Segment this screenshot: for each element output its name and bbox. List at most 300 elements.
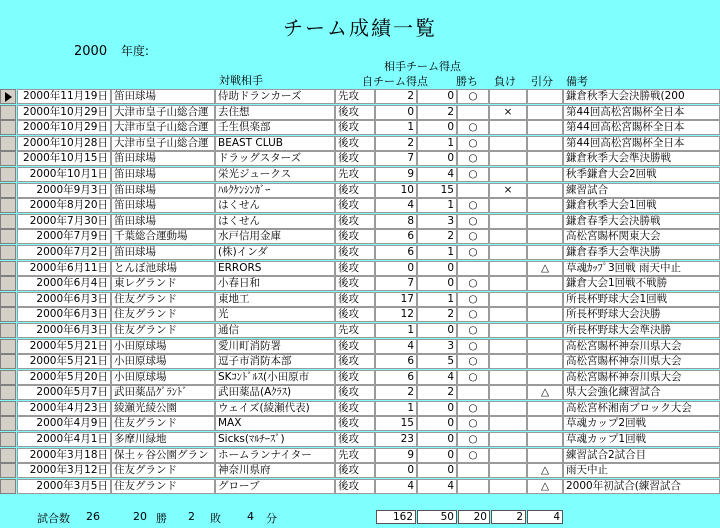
date-cell[interactable]: 2000年10月15日 [17, 151, 111, 166]
batting-order-cell[interactable]: 後攻 [335, 214, 375, 229]
date-cell[interactable]: 2000年4月9日 [17, 416, 111, 431]
win-cell[interactable]: ○ [457, 245, 489, 260]
draw-cell[interactable] [527, 401, 563, 416]
win-cell[interactable]: ○ [457, 401, 489, 416]
note-cell[interactable]: 第44回高松宮賜杯全日本 [563, 120, 720, 135]
table-row[interactable] [0, 276, 720, 292]
note-cell[interactable]: 鎌倉秋季大会決勝戦(200 [563, 89, 720, 104]
note-cell[interactable]: 草魂カップ1回戦 [563, 432, 720, 447]
opponent-cell[interactable]: 通信 [215, 323, 335, 338]
own-score-cell[interactable]: 4 [375, 479, 417, 494]
table-row[interactable] [0, 198, 720, 214]
table-row[interactable] [0, 479, 720, 495]
draw-cell[interactable] [527, 89, 563, 104]
batting-order-cell[interactable]: 先攻 [335, 448, 375, 463]
opp-score-cell[interactable]: 3 [417, 339, 457, 354]
batting-order-cell[interactable]: 後攻 [335, 105, 375, 120]
venue-cell[interactable]: 綾瀬光綾公園 [111, 401, 215, 416]
draw-cell[interactable] [527, 105, 563, 120]
date-cell[interactable]: 2000年4月23日 [17, 401, 111, 416]
draw-cell[interactable] [527, 245, 563, 260]
table-row[interactable] [0, 183, 720, 199]
note-cell[interactable]: 雨天中止 [563, 463, 720, 478]
win-cell[interactable] [457, 261, 489, 276]
batting-order-cell[interactable]: 後攻 [335, 416, 375, 431]
opponent-cell[interactable]: はくせん [215, 198, 335, 213]
batting-order-cell[interactable]: 後攻 [335, 385, 375, 400]
batting-order-cell[interactable]: 後攻 [335, 276, 375, 291]
note-cell[interactable]: 第44回高松宮賜杯全日本 [563, 136, 720, 151]
note-cell[interactable]: 練習試合 [563, 183, 720, 198]
loss-cell[interactable] [489, 432, 527, 447]
note-cell[interactable]: 草魂カップ2回戦 [563, 416, 720, 431]
date-cell[interactable]: 2000年9月3日 [17, 183, 111, 198]
win-cell[interactable]: ○ [457, 136, 489, 151]
opp-score-cell[interactable]: 3 [417, 214, 457, 229]
own-score-cell[interactable]: 6 [375, 370, 417, 385]
table-row[interactable] [0, 307, 720, 323]
record-selector[interactable] [0, 385, 16, 400]
batting-order-cell[interactable]: 後攻 [335, 136, 375, 151]
batting-order-cell[interactable]: 後攻 [335, 463, 375, 478]
win-cell[interactable]: ○ [457, 354, 489, 369]
opp-score-cell[interactable]: 2 [417, 229, 457, 244]
date-cell[interactable]: 2000年5月21日 [17, 354, 111, 369]
table-row[interactable] [0, 354, 720, 370]
table-row[interactable] [0, 448, 720, 464]
loss-cell[interactable] [489, 89, 527, 104]
loss-cell[interactable] [489, 370, 527, 385]
loss-cell[interactable] [489, 354, 527, 369]
record-selector[interactable] [0, 183, 16, 198]
table-row[interactable] [0, 401, 720, 417]
loss-cell[interactable] [489, 479, 527, 494]
venue-cell[interactable]: とんぼ池球場 [111, 261, 215, 276]
table-row[interactable] [0, 151, 720, 167]
opponent-cell[interactable]: MAX [215, 416, 335, 431]
record-selector[interactable] [0, 370, 16, 385]
win-cell[interactable]: ○ [457, 167, 489, 182]
own-score-cell[interactable]: 23 [375, 432, 417, 447]
venue-cell[interactable]: 小田原球場 [111, 370, 215, 385]
table-row[interactable] [0, 245, 720, 261]
table-row[interactable] [0, 214, 720, 230]
loss-cell[interactable]: × [489, 105, 527, 120]
win-cell[interactable] [457, 463, 489, 478]
note-cell[interactable]: 鎌倉秋季大会準決勝戦 [563, 151, 720, 166]
draw-cell[interactable] [527, 307, 563, 322]
opponent-cell[interactable]: 光 [215, 307, 335, 322]
own-score-cell[interactable]: 1 [375, 120, 417, 135]
record-selector[interactable] [0, 229, 16, 244]
draw-cell[interactable] [527, 151, 563, 166]
opp-score-cell[interactable]: 0 [417, 448, 457, 463]
note-cell[interactable]: 秋季鎌倉大会2回戦 [563, 167, 720, 182]
note-cell[interactable]: 高松宮杯湘南ブロック大会 [563, 401, 720, 416]
own-score-cell[interactable]: 9 [375, 167, 417, 182]
record-selector[interactable] [0, 479, 16, 494]
loss-cell[interactable] [489, 401, 527, 416]
venue-cell[interactable]: 笛田球場 [111, 89, 215, 104]
loss-cell[interactable] [489, 323, 527, 338]
opp-score-cell[interactable]: 0 [417, 276, 457, 291]
note-cell[interactable]: 草魂ｶｯﾌﾟ3回戦 雨天中止 [563, 261, 720, 276]
opp-score-cell[interactable]: 0 [417, 401, 457, 416]
opp-score-cell[interactable]: 1 [417, 245, 457, 260]
table-row[interactable] [0, 89, 720, 105]
venue-cell[interactable]: 住友グランド [111, 416, 215, 431]
venue-cell[interactable]: 住友グランド [111, 292, 215, 307]
win-cell[interactable]: ○ [457, 307, 489, 322]
venue-cell[interactable]: 笛田球場 [111, 245, 215, 260]
note-cell[interactable]: 高松宮賜杯神奈川県大会 [563, 354, 720, 369]
opponent-cell[interactable]: 小春日和 [215, 276, 335, 291]
loss-cell[interactable] [489, 292, 527, 307]
record-selector[interactable] [0, 198, 16, 213]
opponent-cell[interactable]: (株)インダ [215, 245, 335, 260]
date-cell[interactable]: 2000年10月29日 [17, 120, 111, 135]
table-row[interactable] [0, 120, 720, 136]
venue-cell[interactable]: 東レグランド [111, 276, 215, 291]
own-score-cell[interactable]: 0 [375, 463, 417, 478]
win-cell[interactable]: ○ [457, 229, 489, 244]
venue-cell[interactable]: 小田原球場 [111, 354, 215, 369]
own-score-cell[interactable]: 9 [375, 448, 417, 463]
date-cell[interactable]: 2000年5月20日 [17, 370, 111, 385]
opponent-cell[interactable]: SKｺﾝﾄﾞﾙｽ(小田原市 [215, 370, 335, 385]
own-score-cell[interactable]: 15 [375, 416, 417, 431]
loss-cell[interactable] [489, 245, 527, 260]
record-selector[interactable] [0, 120, 16, 135]
opponent-cell[interactable]: BEAST CLUB [215, 136, 335, 151]
loss-cell[interactable] [489, 261, 527, 276]
date-cell[interactable]: 2000年6月11日 [17, 261, 111, 276]
draw-cell[interactable]: △ [527, 479, 563, 494]
note-cell[interactable]: 高松宮賜杯神奈川県大会 [563, 370, 720, 385]
win-cell[interactable] [457, 479, 489, 494]
opp-score-cell[interactable]: 0 [417, 151, 457, 166]
record-selector[interactable] [0, 307, 16, 322]
note-cell[interactable]: 第44回高松宮賜杯全日本 [563, 105, 720, 120]
date-cell[interactable]: 2000年4月1日 [17, 432, 111, 447]
table-row[interactable] [0, 339, 720, 355]
opp-score-cell[interactable]: 2 [417, 307, 457, 322]
draw-cell[interactable] [527, 416, 563, 431]
opponent-cell[interactable]: はくせん [215, 214, 335, 229]
draw-cell[interactable] [527, 323, 563, 338]
table-row[interactable] [0, 167, 720, 183]
win-cell[interactable]: ○ [457, 214, 489, 229]
opponent-cell[interactable]: 武田薬品(Aｸﾗｽ) [215, 385, 335, 400]
date-cell[interactable]: 2000年5月7日 [17, 385, 111, 400]
own-score-cell[interactable]: 7 [375, 276, 417, 291]
own-score-cell[interactable]: 6 [375, 229, 417, 244]
draw-cell[interactable]: △ [527, 385, 563, 400]
venue-cell[interactable]: 住友グランド [111, 323, 215, 338]
batting-order-cell[interactable]: 後攻 [335, 354, 375, 369]
date-cell[interactable]: 2000年10月29日 [17, 105, 111, 120]
note-cell[interactable]: 高松宮賜杯関東大会 [563, 229, 720, 244]
record-selector[interactable] [0, 245, 16, 260]
venue-cell[interactable]: 笛田球場 [111, 167, 215, 182]
loss-cell[interactable] [489, 214, 527, 229]
own-score-cell[interactable]: 10 [375, 183, 417, 198]
draw-cell[interactable] [527, 229, 563, 244]
opponent-cell[interactable]: 去住想 [215, 105, 335, 120]
own-score-cell[interactable]: 4 [375, 339, 417, 354]
note-cell[interactable]: 鎌倉大会1回戦不戦勝 [563, 276, 720, 291]
win-cell[interactable]: ○ [457, 120, 489, 135]
win-cell[interactable]: ○ [457, 339, 489, 354]
record-selector[interactable] [0, 432, 16, 447]
opponent-cell[interactable]: 東地工 [215, 292, 335, 307]
venue-cell[interactable]: 笛田球場 [111, 214, 215, 229]
opponent-cell[interactable]: ERRORS [215, 261, 335, 276]
table-row[interactable] [0, 416, 720, 432]
win-cell[interactable]: ○ [457, 448, 489, 463]
date-cell[interactable]: 2000年7月30日 [17, 214, 111, 229]
opp-score-cell[interactable]: 4 [417, 370, 457, 385]
record-selector[interactable] [0, 401, 16, 416]
opponent-cell[interactable]: 壬生倶楽部 [215, 120, 335, 135]
record-selector[interactable] [0, 261, 16, 276]
opponent-cell[interactable]: ホームランナイター [215, 448, 335, 463]
batting-order-cell[interactable]: 先攻 [335, 323, 375, 338]
venue-cell[interactable]: 小田原球場 [111, 339, 215, 354]
date-cell[interactable]: 2000年5月21日 [17, 339, 111, 354]
table-row[interactable] [0, 292, 720, 308]
record-selector[interactable] [0, 323, 16, 338]
own-score-cell[interactable]: 2 [375, 136, 417, 151]
win-cell[interactable]: ○ [457, 370, 489, 385]
date-cell[interactable]: 2000年6月3日 [17, 323, 111, 338]
record-selector[interactable] [0, 339, 16, 354]
own-score-cell[interactable]: 0 [375, 261, 417, 276]
loss-cell[interactable] [489, 198, 527, 213]
date-cell[interactable]: 2000年6月3日 [17, 307, 111, 322]
opp-score-cell[interactable]: 5 [417, 354, 457, 369]
batting-order-cell[interactable]: 先攻 [335, 89, 375, 104]
draw-cell[interactable] [527, 198, 563, 213]
table-row[interactable] [0, 229, 720, 245]
loss-cell[interactable] [489, 151, 527, 166]
date-cell[interactable]: 2000年8月20日 [17, 198, 111, 213]
win-cell[interactable]: ○ [457, 89, 489, 104]
table-row[interactable] [0, 370, 720, 386]
record-selector[interactable] [0, 167, 16, 182]
record-selector[interactable] [0, 292, 16, 307]
win-cell[interactable] [457, 105, 489, 120]
loss-cell[interactable] [489, 339, 527, 354]
draw-cell[interactable]: △ [527, 463, 563, 478]
opp-score-cell[interactable]: 4 [417, 479, 457, 494]
batting-order-cell[interactable]: 後攻 [335, 183, 375, 198]
note-cell[interactable]: 鎌倉春季大会準決勝 [563, 245, 720, 260]
venue-cell[interactable]: 大津市皇子山総合運 [111, 120, 215, 135]
win-cell[interactable]: ○ [457, 323, 489, 338]
batting-order-cell[interactable]: 後攻 [335, 229, 375, 244]
batting-order-cell[interactable]: 後攻 [335, 479, 375, 494]
batting-order-cell[interactable]: 後攻 [335, 261, 375, 276]
date-cell[interactable]: 2000年7月9日 [17, 229, 111, 244]
win-cell[interactable] [457, 385, 489, 400]
opponent-cell[interactable]: 侍助ドランカーズ [215, 89, 335, 104]
loss-cell[interactable] [489, 229, 527, 244]
note-cell[interactable]: 鎌倉秋季大会1回戦 [563, 198, 720, 213]
own-score-cell[interactable]: 17 [375, 292, 417, 307]
date-cell[interactable]: 2000年3月12日 [17, 463, 111, 478]
venue-cell[interactable]: 住友グランド [111, 463, 215, 478]
own-score-cell[interactable]: 1 [375, 401, 417, 416]
loss-cell[interactable] [489, 136, 527, 151]
note-cell[interactable]: 県大会強化練習試合 [563, 385, 720, 400]
venue-cell[interactable]: 武田薬品ｸﾞﾗﾝﾄﾞ [111, 385, 215, 400]
own-score-cell[interactable]: 12 [375, 307, 417, 322]
note-cell[interactable]: 所長杯野球大会決勝 [563, 307, 720, 322]
record-selector[interactable] [0, 448, 16, 463]
record-selector[interactable] [0, 214, 16, 229]
opp-score-cell[interactable]: 1 [417, 136, 457, 151]
opp-score-cell[interactable]: 0 [417, 463, 457, 478]
record-selector[interactable] [0, 151, 16, 166]
batting-order-cell[interactable]: 後攻 [335, 245, 375, 260]
table-row[interactable] [0, 323, 720, 339]
win-cell[interactable]: ○ [457, 276, 489, 291]
date-cell[interactable]: 2000年6月4日 [17, 276, 111, 291]
draw-cell[interactable] [527, 354, 563, 369]
opp-score-cell[interactable]: 0 [417, 89, 457, 104]
opp-score-cell[interactable]: 2 [417, 105, 457, 120]
opp-score-cell[interactable]: 1 [417, 198, 457, 213]
batting-order-cell[interactable]: 後攻 [335, 198, 375, 213]
batting-order-cell[interactable]: 後攻 [335, 292, 375, 307]
win-cell[interactable]: ○ [457, 151, 489, 166]
opponent-cell[interactable]: 神奈川県府 [215, 463, 335, 478]
opponent-cell[interactable]: グローブ [215, 479, 335, 494]
table-row[interactable] [0, 136, 720, 152]
opponent-cell[interactable]: ドラッグスターズ [215, 151, 335, 166]
opponent-cell[interactable]: Sicks(ﾏﾙﾁｰｽﾞ) [215, 432, 335, 447]
opponent-cell[interactable]: ﾊﾙｸｹﾝｼﾝｶﾞｰ [215, 183, 335, 198]
record-selector[interactable] [0, 276, 16, 291]
opponent-cell[interactable]: 栄光ジュークス [215, 167, 335, 182]
own-score-cell[interactable]: 0 [375, 105, 417, 120]
record-selector[interactable] [0, 416, 16, 431]
draw-cell[interactable] [527, 167, 563, 182]
own-score-cell[interactable]: 2 [375, 89, 417, 104]
win-cell[interactable]: ○ [457, 432, 489, 447]
record-selector[interactable] [0, 105, 16, 120]
date-cell[interactable]: 2000年3月5日 [17, 479, 111, 494]
venue-cell[interactable]: 笛田球場 [111, 198, 215, 213]
draw-cell[interactable] [527, 370, 563, 385]
opp-score-cell[interactable]: 4 [417, 167, 457, 182]
note-cell[interactable]: 練習試合2試合目 [563, 448, 720, 463]
note-cell[interactable]: 2000年初試合(練習試合 [563, 479, 720, 494]
opp-score-cell[interactable]: 0 [417, 261, 457, 276]
date-cell[interactable]: 2000年3月18日 [17, 448, 111, 463]
draw-cell[interactable] [527, 339, 563, 354]
venue-cell[interactable]: 笛田球場 [111, 183, 215, 198]
note-cell[interactable]: 鎌倉春季大会決勝戦 [563, 214, 720, 229]
loss-cell[interactable] [489, 416, 527, 431]
draw-cell[interactable] [527, 276, 563, 291]
note-cell[interactable]: 所長杯野球大会準決勝 [563, 323, 720, 338]
venue-cell[interactable]: 多摩川緑地 [111, 432, 215, 447]
loss-cell[interactable] [489, 385, 527, 400]
opp-score-cell[interactable]: 0 [417, 323, 457, 338]
win-cell[interactable]: ○ [457, 416, 489, 431]
opponent-cell[interactable]: 水戸信用金庫 [215, 229, 335, 244]
opp-score-cell[interactable]: 0 [417, 120, 457, 135]
own-score-cell[interactable]: 2 [375, 385, 417, 400]
date-cell[interactable]: 2000年10月1日 [17, 167, 111, 182]
draw-cell[interactable] [527, 432, 563, 447]
batting-order-cell[interactable]: 後攻 [335, 432, 375, 447]
batting-order-cell[interactable]: 後攻 [335, 151, 375, 166]
loss-cell[interactable] [489, 448, 527, 463]
date-cell[interactable]: 2000年11月19日 [17, 89, 111, 104]
batting-order-cell[interactable]: 後攻 [335, 370, 375, 385]
own-score-cell[interactable]: 8 [375, 214, 417, 229]
opp-score-cell[interactable]: 0 [417, 416, 457, 431]
own-score-cell[interactable]: 1 [375, 323, 417, 338]
venue-cell[interactable]: 大津市皇子山総合運 [111, 105, 215, 120]
loss-cell[interactable] [489, 276, 527, 291]
note-cell[interactable]: 高松宮賜杯神奈川県大会 [563, 339, 720, 354]
table-row[interactable] [0, 432, 720, 448]
loss-cell[interactable]: × [489, 183, 527, 198]
venue-cell[interactable]: 住友グランド [111, 307, 215, 322]
batting-order-cell[interactable]: 後攻 [335, 307, 375, 322]
record-selector[interactable] [0, 463, 16, 478]
loss-cell[interactable] [489, 120, 527, 135]
venue-cell[interactable]: 笛田球場 [111, 151, 215, 166]
batting-order-cell[interactable]: 後攻 [335, 120, 375, 135]
loss-cell[interactable] [489, 167, 527, 182]
own-score-cell[interactable]: 6 [375, 245, 417, 260]
table-row[interactable] [0, 385, 720, 401]
batting-order-cell[interactable]: 後攻 [335, 401, 375, 416]
table-row[interactable] [0, 105, 720, 121]
loss-cell[interactable] [489, 463, 527, 478]
draw-cell[interactable] [527, 120, 563, 135]
loss-cell[interactable] [489, 307, 527, 322]
current-record-arrow-icon[interactable] [0, 89, 16, 104]
record-selector[interactable] [0, 136, 16, 151]
table-row[interactable] [0, 261, 720, 277]
draw-cell[interactable] [527, 214, 563, 229]
opponent-cell[interactable]: 愛川町消防署 [215, 339, 335, 354]
opponent-cell[interactable]: 逗子市消防本部 [215, 354, 335, 369]
win-cell[interactable]: ○ [457, 198, 489, 213]
draw-cell[interactable]: △ [527, 261, 563, 276]
own-score-cell[interactable]: 4 [375, 198, 417, 213]
table-row[interactable] [0, 463, 720, 479]
opponent-cell[interactable]: ウェイズ(綾瀬代表) [215, 401, 335, 416]
own-score-cell[interactable]: 7 [375, 151, 417, 166]
date-cell[interactable]: 2000年7月2日 [17, 245, 111, 260]
win-cell[interactable] [457, 183, 489, 198]
note-cell[interactable]: 所長杯野球大会1回戦 [563, 292, 720, 307]
date-cell[interactable]: 2000年10月28日 [17, 136, 111, 151]
venue-cell[interactable]: 保土ヶ谷公園グラン [111, 448, 215, 463]
venue-cell[interactable]: 大津市皇子山総合運 [111, 136, 215, 151]
date-cell[interactable]: 2000年6月3日 [17, 292, 111, 307]
win-cell[interactable]: ○ [457, 292, 489, 307]
opp-score-cell[interactable]: 1 [417, 292, 457, 307]
batting-order-cell[interactable]: 先攻 [335, 167, 375, 182]
